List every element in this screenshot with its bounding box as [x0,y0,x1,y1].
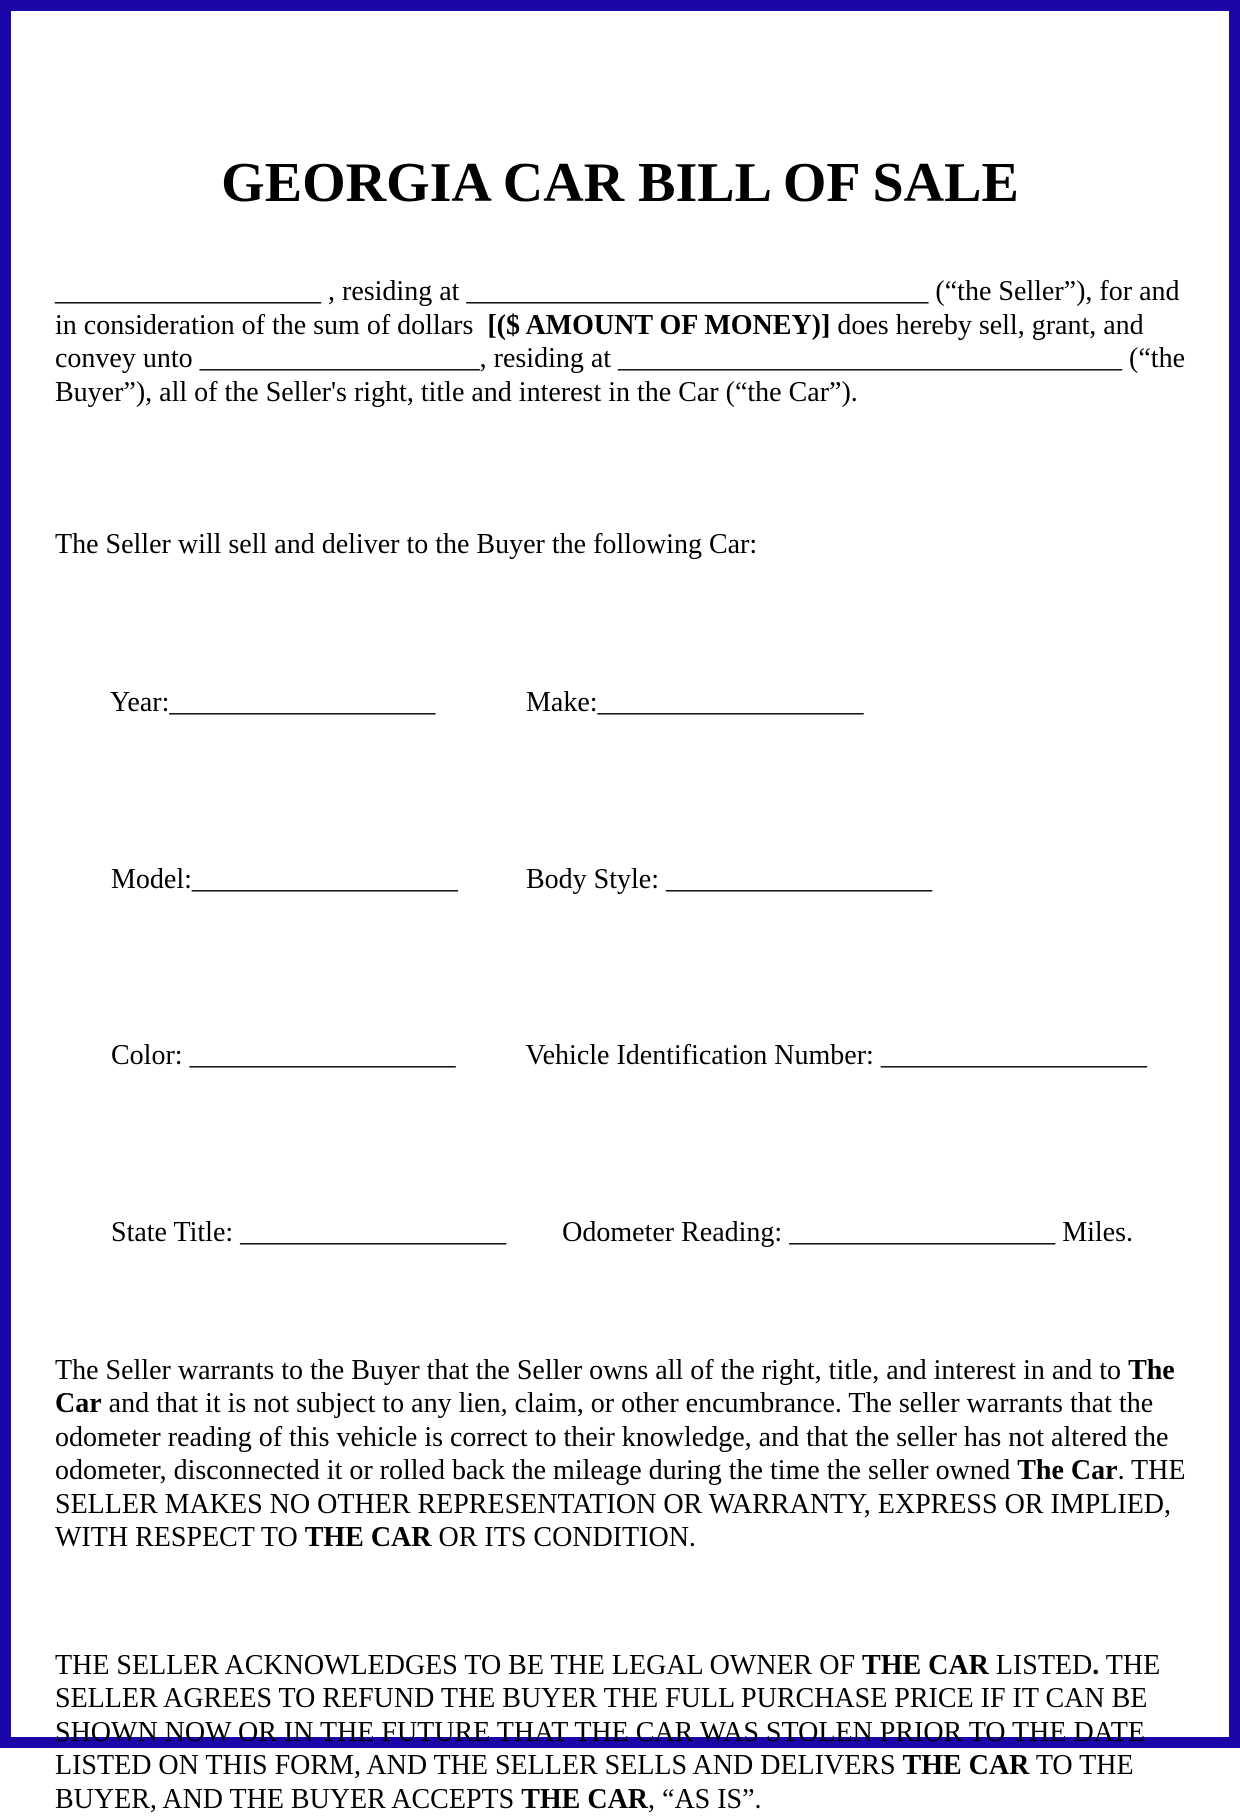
field-state-title [55,1182,506,1283]
text-line: WITH RESPECT TO THE CAR OR ITS CONDITION. [55,1521,1185,1555]
field-odometer [506,1182,1185,1283]
blank-line: ___________________ [881,1040,1147,1071]
field-model [55,829,470,930]
blank-line: ___________________ [598,687,864,718]
field-make [470,653,1185,754]
field-label: Body Style: [526,864,666,895]
blank-line: ___________________ [789,1217,1055,1248]
text-line: LISTED ON THIS FORM, AND THE SELLER SELLS AND DELIVERS THE CAR TO THE [55,1749,1185,1783]
text-line: odometer, disconnected it or rolled back the mileage during the time the seller owned The Car. THE [55,1454,1185,1488]
text-line: SHOWN NOW OR IN THE FUTURE THAT THE CAR WAS STOLEN PRIOR TO THE DATE [55,1716,1185,1750]
text-line: THE SELLER ACKNOWLEDGES TO BE THE LEGAL OWNER OF THE CAR LISTED. THE [55,1649,1185,1683]
blank-line: ___________________ [192,864,458,895]
field-label: Model: [111,864,192,895]
field-row-year-make [55,653,1185,754]
blank-line: ___________________ [169,687,435,718]
document-title: GEORGIA CAR BILL OF SALE [55,148,1185,218]
warranty-paragraph [55,1354,1185,1555]
text-line: BUYER, AND THE BUYER ACCEPTS THE CAR, “AS IS”. [55,1783,1185,1816]
text-line: ___________________ , residing at _________________________________ (“the Seller”), for and [55,275,1185,309]
text-line: Buyer”), all of the Seller's right, title and interest in the Car (“the Car”). [55,376,1185,410]
text-line: SELLER AGREES TO REFUND THE BUYER THE FULL PURCHASE PRICE IF IT CAN BE [55,1682,1185,1716]
acknowledgement-paragraph [55,1649,1185,1816]
field-year [55,653,470,754]
field-label: State Title: [111,1217,240,1248]
field-label: Color: [111,1040,190,1071]
vehicle-section-heading: The Seller will sell and deliver to the Buyer the following Car: [55,528,1185,562]
field-label: Make: [526,687,598,718]
field-label: Odometer Reading: [562,1217,789,1248]
text-line: odometer reading of this vehicle is correct to their knowledge, and that the seller has not altered the [55,1421,1185,1455]
field-suffix: Miles. [1055,1217,1133,1248]
field-label: Vehicle Identification Number: [526,1040,881,1071]
field-body-style [470,829,1185,930]
text-line: SELLER MAKES NO OTHER REPRESENTATION OR WARRANTY, EXPRESS OR IMPLIED, [55,1488,1185,1522]
text-line: The Seller warrants to the Buyer that the Seller owns all of the right, title, and interest in and to The [55,1354,1185,1388]
field-color [55,1006,470,1107]
field-vin [470,1006,1185,1107]
field-label: Year: [110,687,169,718]
blank-line: ___________________ [666,864,932,895]
blank-line: ___________________ [240,1217,506,1248]
field-row-model-bodystyle [55,829,1185,930]
field-row-statetitle-odometer [55,1182,1185,1283]
vehicle-fields [55,653,1185,1283]
intro-paragraph [55,275,1185,409]
text-line: in consideration of the sum of dollars [($ AMOUNT OF MONEY)] does hereby sell, grant, and [55,309,1185,343]
field-row-color-vin [55,1006,1185,1107]
text-line: convey unto ____________________, residing at ____________________________________ (“the [55,342,1185,376]
text-line: Car and that it is not subject to any lien, claim, or other encumbrance. The seller warrants that the [55,1387,1185,1421]
blank-line: ___________________ [190,1040,456,1071]
